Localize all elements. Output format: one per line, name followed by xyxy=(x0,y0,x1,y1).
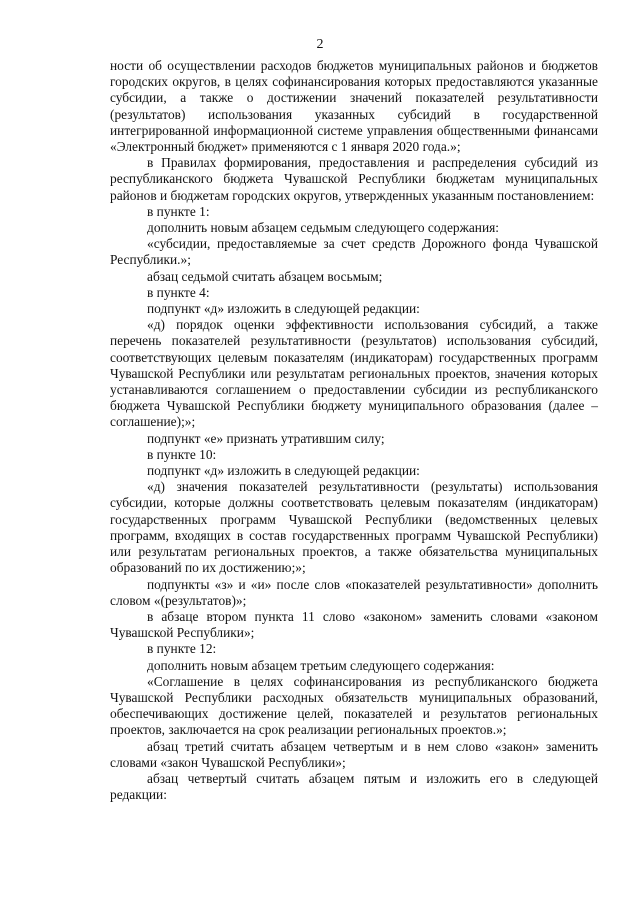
paragraph: «Соглашение в целях софинансирования из республиканского бюджета Чувашской Республики расходных обязательств муниципальных образований, обеспечивающих достижение целей, показателей и результатов региональных проектов, заключается на срок реализации региональных проектов.»; xyxy=(110,673,598,738)
paragraph: «субсидии, предоставляемые за счет средств Дорожного фонда Чувашской Республики.»; xyxy=(110,236,598,268)
paragraph: «д) значения показателей результативности (результаты) использования субсидии, которые должны соответствовать целевым показателям (индикаторам) государственных программ Чувашской Республики (ведомственных целевых программ, входящих в состав государственных программ Чувашской Республики) или результатам региональных проектов, а также обязательства муниципальных образований по их достижению;»; xyxy=(110,479,598,576)
paragraph: в пункте 4: xyxy=(147,284,210,300)
paragraph: подпункт «д» изложить в следующей редакции: xyxy=(147,301,420,317)
paragraph: подпункт «е» признать утратившим силу; xyxy=(147,430,385,446)
paragraph: в Правилах формирования, предоставления и распределения субсидий из республиканского бюджета Чувашской Республики бюджетам муниципальных районов и бюджетам городских округов, утвержденных указанным постановлением: xyxy=(110,155,598,203)
paragraph: подпункт «д» изложить в следующей редакции: xyxy=(147,463,420,479)
paragraph: в абзаце втором пункта 11 слово «законом» заменить словами «законом Чувашской Республики»; xyxy=(110,608,598,641)
paragraph: в пункте 10: xyxy=(147,446,217,462)
paragraph: подпункты «з» и «и» после слов «показателей результативности» дополнить словом «(результатов)»; xyxy=(110,576,598,608)
paragraph: абзац седьмой считать абзацем восьмым; xyxy=(147,268,383,284)
paragraph: дополнить новым абзацем третьим следующего содержания: xyxy=(147,657,495,673)
paragraph: дополнить новым абзацем седьмым следующего содержания: xyxy=(147,220,499,236)
document-body xyxy=(110,58,598,803)
paragraph: абзац четвертый считать абзацем пятым и изложить его в следующей редакции: xyxy=(110,770,598,803)
paragraph: в пункте 12: xyxy=(147,641,217,657)
paragraph: абзац третий считать абзацем четвертым и в нем слово «закон» заменить словами «закон Чувашской Республики»; xyxy=(110,738,598,770)
page-number: 2 xyxy=(316,37,324,52)
paragraph-continuation: ности об осуществлении расходов бюджетов муниципальных районов и бюджетов городских округов, в целях софинансирования которых предоставляются указанные субсидии, а также о достижении значений показателей результативности (результатов) использования указанных субсидий в государственной интегрированной информационной системе управления общественными финансами «Электронный бюджет» применяются с 1 января 2020 года.»; xyxy=(110,58,598,155)
paragraph: «д) порядок оценки эффективности использования субсидий, а также перечень показателей результативности (результатов) использования субсидий, соответствующих целевым показателям (индикаторам) государственных программ Чувашской Республики или результатам региональных проектов, значения которых устанавливаются соглашением о предоставлении субсидии из республиканского бюджета Чувашской Республики бюджету муниципального образования (далее – соглашение);»; xyxy=(110,317,598,430)
paragraph: в пункте 1: xyxy=(147,203,210,219)
